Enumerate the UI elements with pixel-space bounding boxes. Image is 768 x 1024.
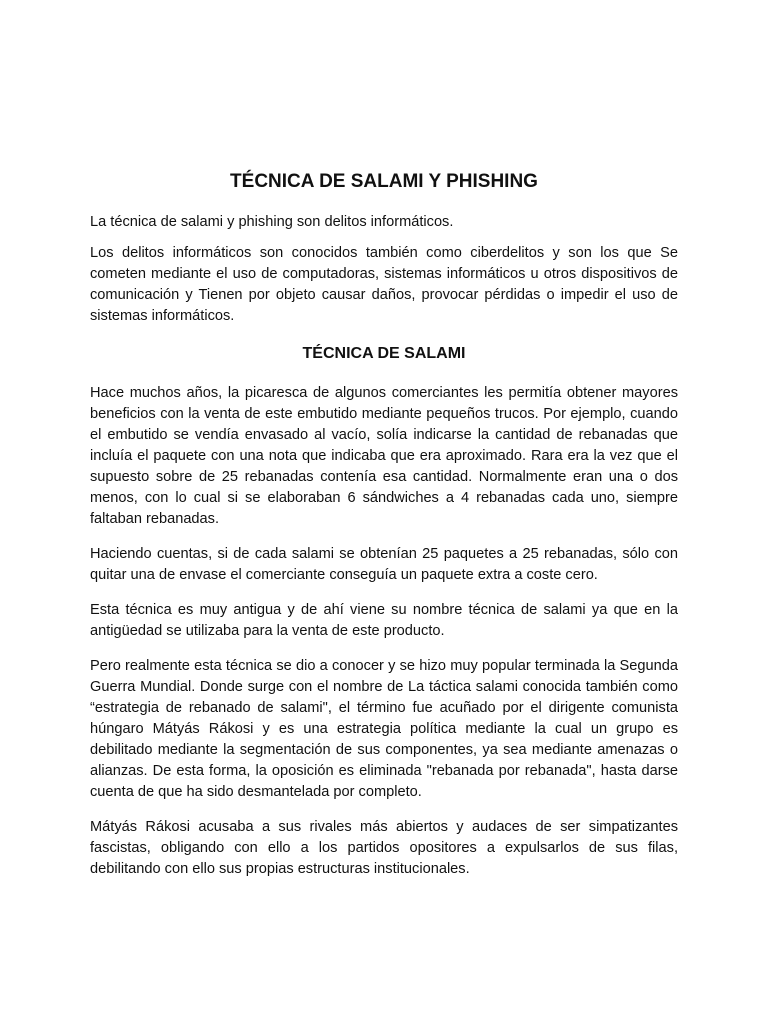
body-paragraph: Hace muchos años, la picaresca de algunos comerciantes les permitía obtener mayores beneficios con la venta de este embutido mediante pequeños trucos. Por ejemplo, cuando el embutido se vendía envasado al vacío, solía indicarse la cantidad de rebanadas que incluía el paquete con una nota que indicaba que era aproximado. Rara era la vez que el supuesto sobre de 25 rebanadas contenía esa cantidad. Normalmente eran una o dos menos, con lo cual si se elaboraban 6 sándwiches a 4 rebanadas cada uno, siempre faltaban rebanadas. <box>90 385 678 527</box>
body-paragraph: Pero realmente esta técnica se dio a conocer y se hizo muy popular terminada la Segunda Guerra Mundial. Donde surge con el nombre de La táctica salami conocida también como “estrategia de rebanado de salami", el término fue acuñado por el dirigente comunista húngaro Mátyás Rákosi y es una estrategia política mediante la cual un grupo es debilitado mediante la segmentación de sus componentes, ya sea mediante amenazas o alianzas. De esta forma, la oposición es eliminada "rebanada por rebanada", hasta darse cuenta de que ha sido desmantelada por completo. <box>90 658 678 800</box>
body-paragraph: Mátyás Rákosi acusaba a sus rivales más abiertos y audaces de ser simpatizantes fascistas, obligando con ello a los partidos opositores a expulsarlos de sus filas, debilitando con ello sus propias estructuras institucionales. <box>90 819 678 877</box>
definition-paragraph: Los delitos informáticos son conocidos también como ciberdelitos y son los que Se cometen mediante el uso de computadoras, sistemas informáticos u otros dispositivos de comunicación y Tienen por objeto causar daños, provocar pérdidas o impedir el uso de sistemas informáticos. <box>90 245 678 324</box>
body-paragraph: Haciendo cuentas, si de cada salami se obtenían 25 paquetes a 25 rebanadas, sólo con quitar una de envase el comerciante conseguía un paquete extra a coste cero. <box>90 546 678 583</box>
intro-paragraph: La técnica de salami y phishing son delitos informáticos. <box>90 214 454 230</box>
document-title: TÉCNICA DE SALAMI Y PHISHING <box>230 171 538 192</box>
body-paragraph: Esta técnica es muy antigua y de ahí viene su nombre técnica de salami ya que en la antigüedad se utilizaba para la venta de este producto. <box>90 602 678 639</box>
section-title: TÉCNICA DE SALAMI <box>302 345 466 362</box>
document-page <box>90 170 678 894</box>
